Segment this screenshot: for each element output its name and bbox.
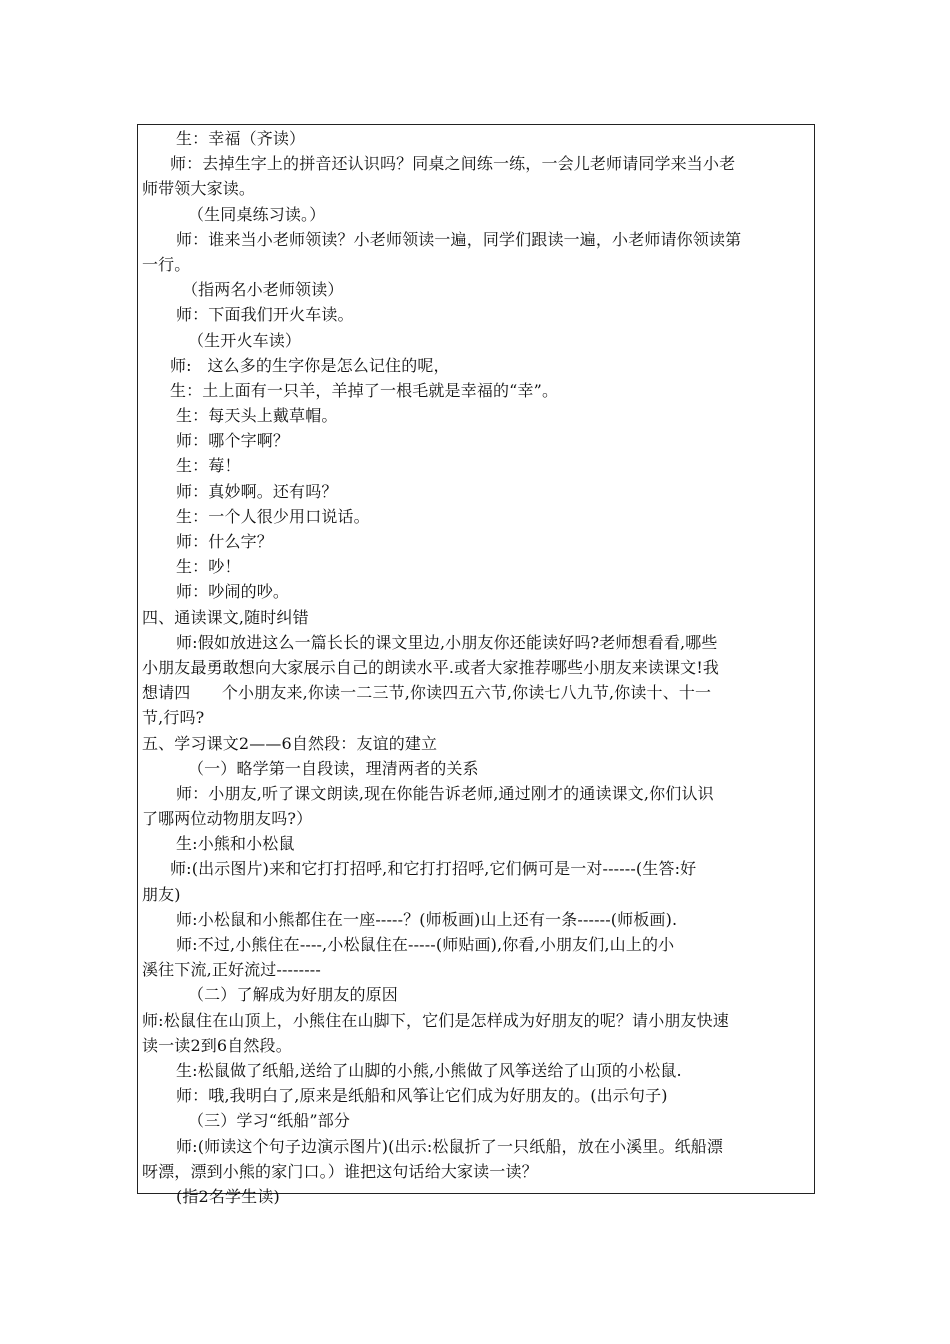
section-heading: 五、学习课文2——6自然段：友谊的建立 <box>142 733 438 753</box>
text-line: 溪往下流,正好流过-------- <box>142 960 321 980</box>
text-line: （指两名小老师领读） <box>182 280 344 300</box>
text-line: 师:松鼠住在山顶上，小熊住在山脚下，它们是怎样成为好朋友的呢？请小朋友快速 <box>142 1010 729 1030</box>
text-line: 师：谁来当小老师领读？小老师领读一遍，同学们跟读一遍，小老师请你领读第 <box>176 229 742 249</box>
text-line: 生：幸福（齐读） <box>176 129 306 148</box>
text-line: 生:小熊和小松鼠 <box>176 834 295 854</box>
text-line: 师:(出示图片)来和它打打招呼,和它打打招呼,它们俩可是一对------(生答:好 <box>170 859 697 879</box>
text-line: 师：真妙啊。还有吗？ <box>176 481 338 501</box>
text-line: 师: 这么多的生字你是怎么记住的呢， <box>170 355 450 375</box>
text-line: 生：土上面有一只羊，羊掉了一根毛就是幸福的“幸”。 <box>170 380 559 400</box>
text-line: （生同桌练习读。） <box>188 204 326 224</box>
text-line: 朋友) <box>142 884 181 904</box>
text-line: 想请四 个小朋友来,你读一二三节,你读四五六节,你读七八九节,你读十、十一 <box>142 683 712 703</box>
text-line: 师:小松鼠和小熊都住在一座-----？(师板画)山上还有一条------(师板画). <box>176 909 678 929</box>
subsection-heading: （三）学习“纸船”部分 <box>188 1111 351 1131</box>
text-line: 师:不过,小熊住在----,小松鼠住在-----(师贴画),你看,小朋友们,山上的小 <box>176 935 675 954</box>
text-line: 小朋友最勇敢想向大家展示自己的朗读水平.或者大家推荐哪些小朋友来读课文!我 <box>142 657 720 677</box>
text-line: 生：一个人很少用口说话。 <box>176 506 370 526</box>
text-line: 师：哪个字啊？ <box>176 431 290 451</box>
text-line: 师：去掉生字上的拼音还认识吗？同桌之间练一练，一会儿老师请同学来当小老 <box>170 154 736 174</box>
text-line: 呀漂，漂到小熊的家门口。）谁把这句话给大家读一读？ <box>142 1161 538 1181</box>
text-line: 师：哦,我明白了,原来是纸船和风筝让它们成为好朋友的。(出示句子) <box>176 1086 668 1106</box>
text-line: 师:假如放进这么一篇长长的课文里边,小朋友你还能读好吗?老师想看看,哪些 <box>176 632 718 652</box>
text-line: 师：小朋友,听了课文朗读,现在你能告诉老师,通过刚才的通读课文,你们认识 <box>176 783 714 803</box>
text-line: 生：吵！ <box>176 557 241 577</box>
text-line: 生:松鼠做了纸船,送给了山脚的小熊,小熊做了风筝送给了山顶的小松鼠. <box>176 1060 682 1080</box>
text-line: （生开火车读） <box>188 330 302 350</box>
text-line: 读一读2到6自然段。 <box>142 1035 292 1055</box>
text-line: 师:(师读这个句子边演示图片)(出示:松鼠折了一只纸船，放在小溪里。纸船漂 <box>176 1136 724 1156</box>
text-line: 了哪两位动物朋友吗?） <box>142 809 313 829</box>
text-line: 师：吵闹的吵。 <box>176 582 290 602</box>
text-line: 师：下面我们开火车读。 <box>176 305 354 325</box>
subsection-heading: （二）了解成为好朋友的原因 <box>188 985 398 1005</box>
text-line: 师带领大家读。 <box>142 179 256 199</box>
text-line: 生：每天头上戴草帽。 <box>176 406 338 426</box>
section-heading: 四、通读课文,随时纠错 <box>142 607 309 627</box>
text-line: 节,行吗? <box>142 708 205 728</box>
text-line: 生：莓！ <box>176 456 241 476</box>
text-line: 一行。 <box>142 254 191 274</box>
subsection-heading: （一）略学第一自段读，理清两者的关系 <box>188 758 479 778</box>
text-line: 师：什么字？ <box>176 532 273 551</box>
text-line: (指2名学生读) <box>176 1186 280 1206</box>
lesson-transcript <box>142 126 810 1209</box>
